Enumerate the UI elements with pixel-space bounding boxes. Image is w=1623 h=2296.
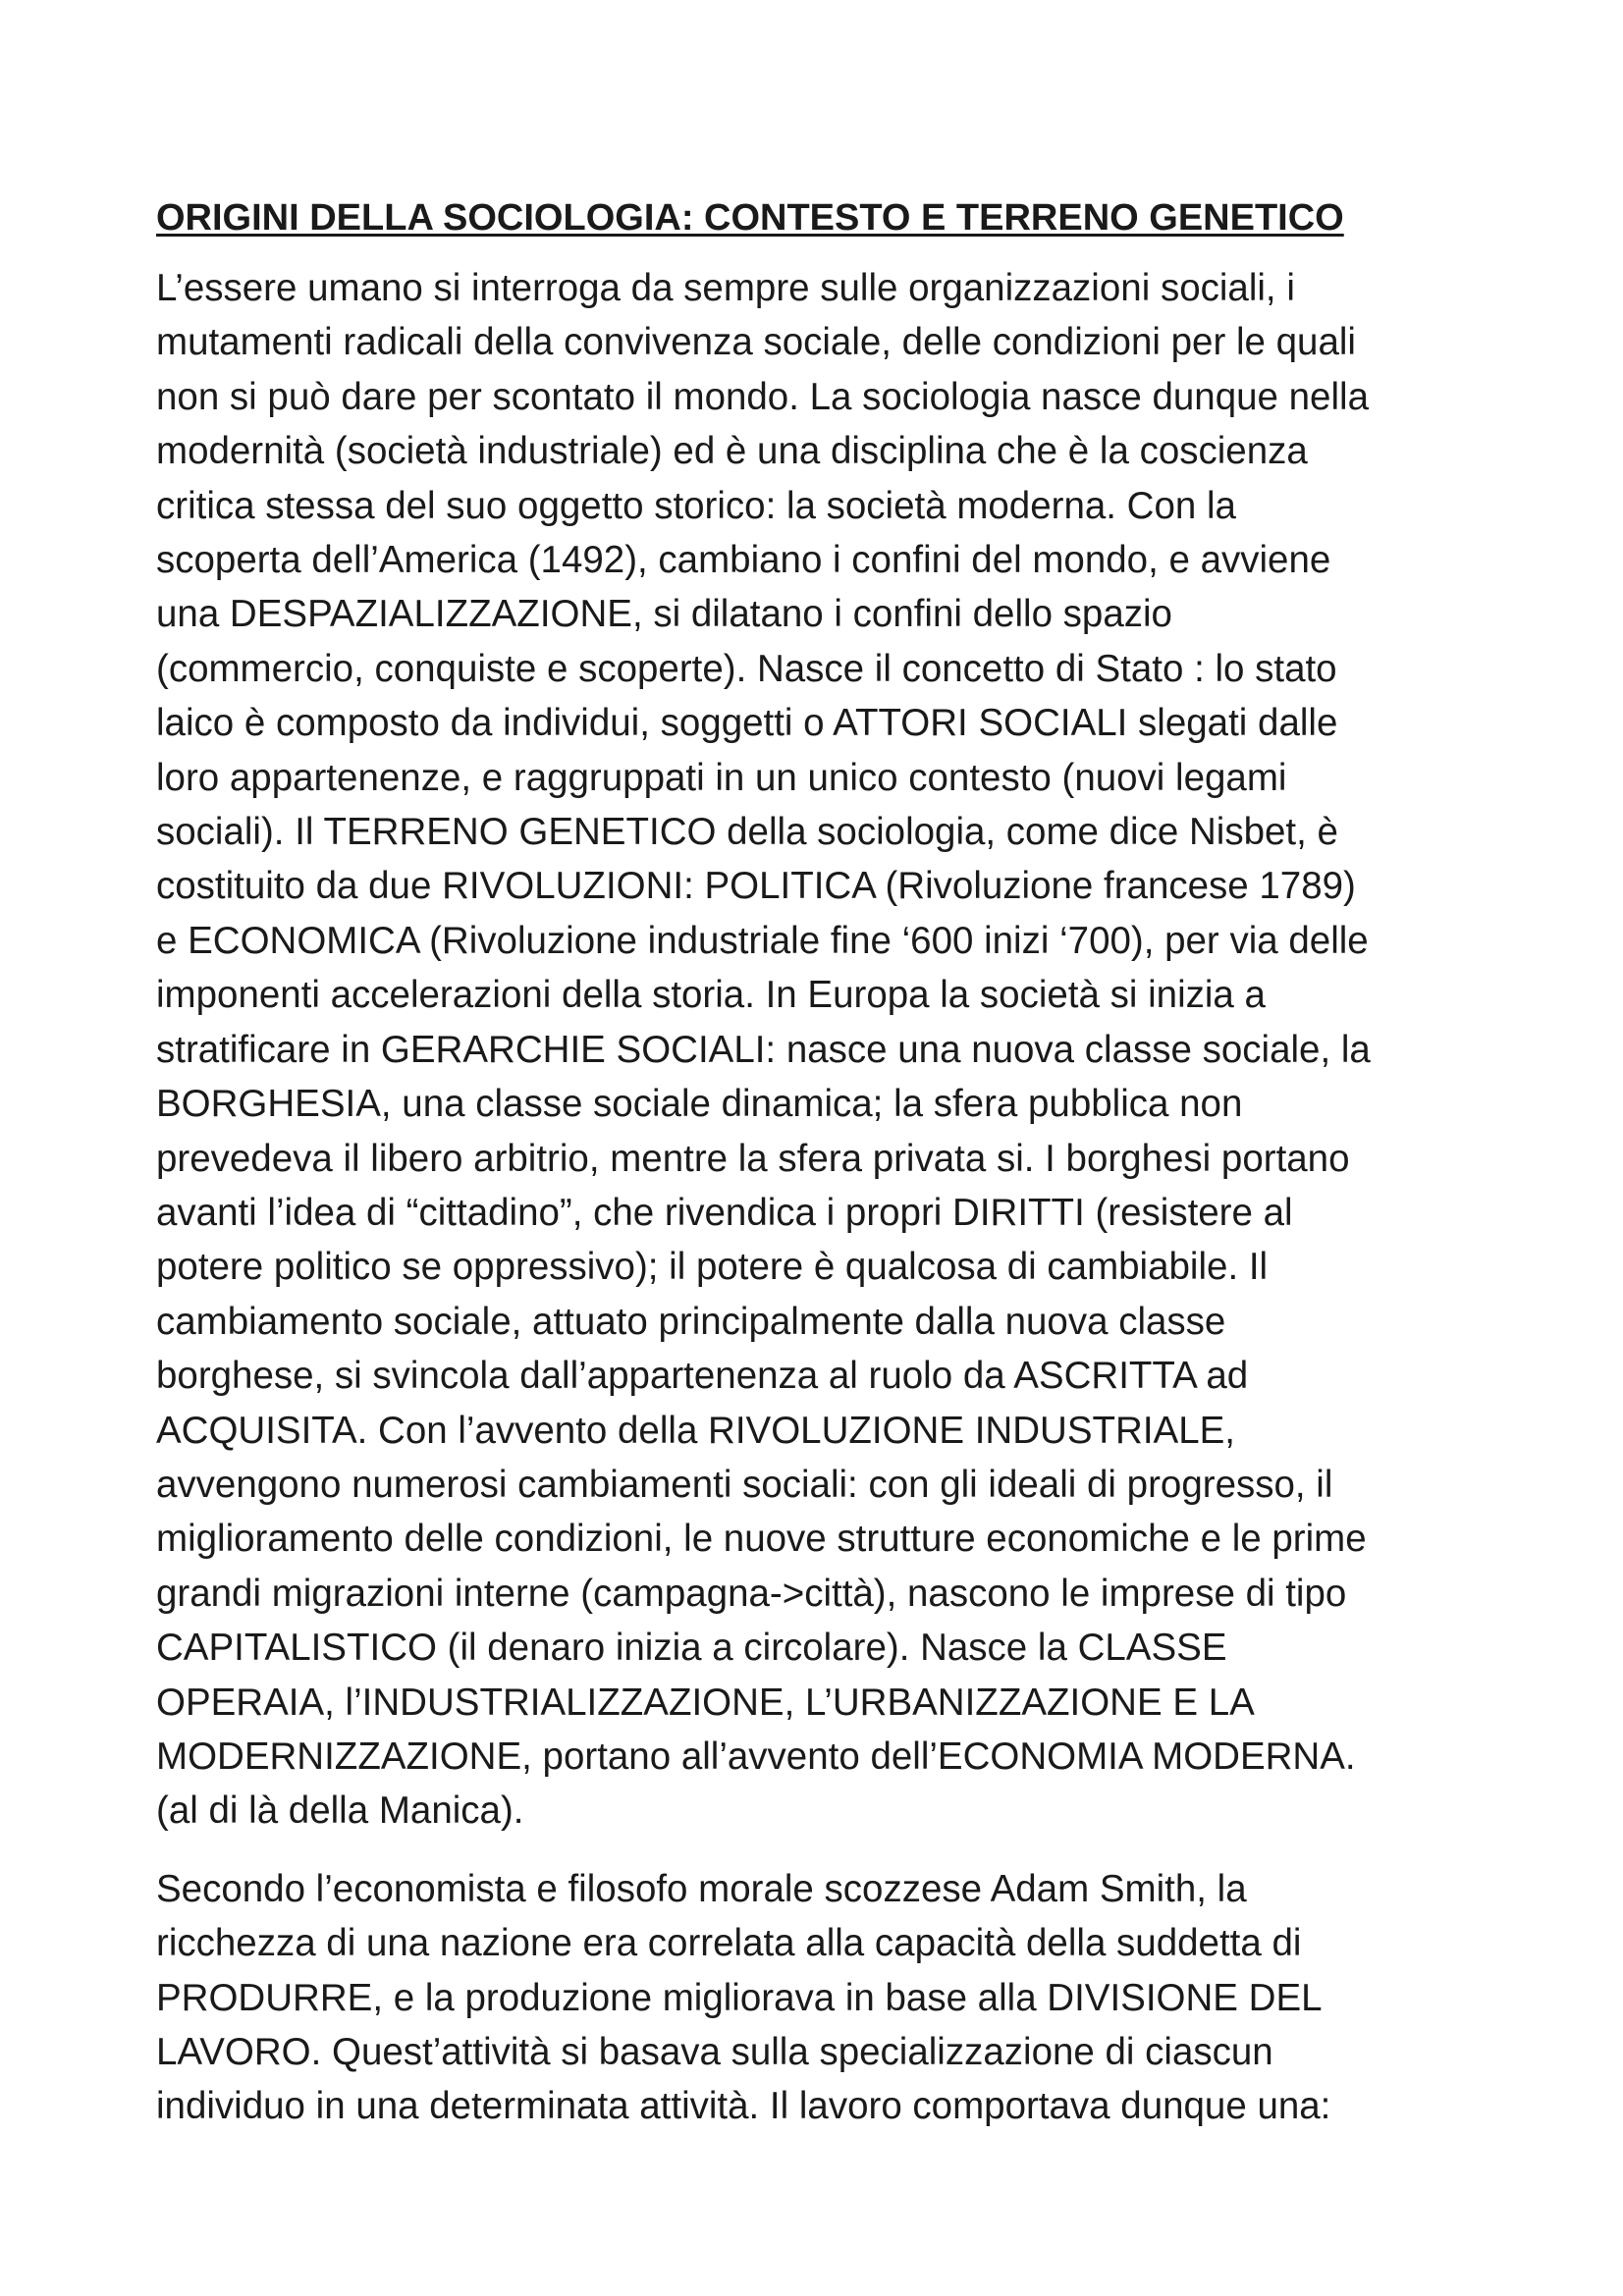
- paragraph-line: sociali). Il TERRENO GENETICO della sociologia, come dice Nisbet, è: [156, 811, 1338, 854]
- paragraph-line: avanti l’idea di “cittadino”, che rivendica i propri DIRITTI (resistere al: [156, 1191, 1293, 1234]
- paragraph-line: non si può dare per scontato il mondo. La sociologia nasce dunque nella: [156, 375, 1369, 418]
- paragraph-line: MODERNIZZAZIONE, portano all’avvento dell’ECONOMIA MODERNA.: [156, 1735, 1356, 1778]
- paragraph-line: costituito da due RIVOLUZIONI: POLITICA (Rivoluzione francese 1789): [156, 865, 1356, 908]
- paragraph-line: ricchezza di una nazione era correlata alla capacità della suddetta di: [156, 1922, 1302, 1965]
- paragraph-line: laico è composto da individui, soggetti o ATTORI SOCIALI slegati dalle: [156, 702, 1338, 745]
- paragraph-line: Secondo l’economista e filosofo morale scozzese Adam Smith, la: [156, 1867, 1247, 1910]
- paragraph-line: una DESPAZIALIZZAZIONE, si dilatano i confini dello spazio: [156, 593, 1172, 636]
- paragraph-line: grandi migrazioni interne (campagna->città), nascono le imprese di tipo: [156, 1572, 1347, 1615]
- body-paragraph: [156, 1862, 1482, 2134]
- paragraph-line: mutamenti radicali della convivenza sociale, delle condizioni per le quali: [156, 321, 1356, 364]
- paragraph-line: imponenti accelerazioni della storia. In Europa la società si inizia a: [156, 974, 1266, 1017]
- paragraph-line: cambiamento sociale, attuato principalmente dalla nuova classe: [156, 1300, 1226, 1343]
- paragraph-line: avvengono numerosi cambiamenti sociali: con gli ideali di progresso, il: [156, 1463, 1333, 1506]
- paragraph-line: ACQUISITA. Con l’avvento della RIVOLUZIONE INDUSTRIALE,: [156, 1409, 1235, 1452]
- paragraph-line: prevedeva il libero arbitrio, mentre la sfera privata si. I borghesi portano: [156, 1137, 1350, 1180]
- paragraph-line: L’essere umano si interroga da sempre sulle organizzazioni sociali, i: [156, 267, 1295, 309]
- paragraph-line: stratificare in GERARCHIE SOCIALI: nasce una nuova classe sociale, la: [156, 1028, 1371, 1071]
- paragraph-line: scoperta dell’America (1492), cambiano i confini del mondo, e avviene: [156, 539, 1331, 582]
- paragraph-line: (commercio, conquiste e scoperte). Nasce il concetto di Stato : lo stato: [156, 647, 1337, 690]
- paragraph-line: critica stessa del suo oggetto storico: la società moderna. Con la: [156, 484, 1236, 527]
- paragraph-line: LAVORO. Quest’attività si basava sulla specializzazione di ciascun: [156, 2031, 1273, 2073]
- paragraph-line: e ECONOMICA (Rivoluzione industriale fine ‘600 inizi ‘700), per via delle: [156, 919, 1369, 962]
- document-content: [156, 192, 1482, 2134]
- paragraph-line: modernità (società industriale) ed è una disciplina che è la coscienza: [156, 430, 1308, 473]
- document-title: ORIGINI DELLA SOCIOLOGIA: CONTESTO E TERRENO GENETICO: [156, 197, 1344, 239]
- paragraphs-container: [156, 261, 1482, 2134]
- paragraph-line: individuo in una determinata attività. Il lavoro comportava dunque una:: [156, 2085, 1331, 2128]
- paragraph-line: loro appartenenze, e raggruppati in un unico contesto (nuovi legami: [156, 756, 1287, 799]
- paragraph-line: miglioramento delle condizioni, le nuove strutture economiche e le prime: [156, 1518, 1367, 1561]
- paragraph-line: (al di là della Manica).: [156, 1789, 524, 1833]
- paragraph-line: potere politico se oppressivo); il potere è qualcosa di cambiabile. Il: [156, 1246, 1269, 1289]
- paragraph-line: CAPITALISTICO (il denaro inizia a circolare). Nasce la CLASSE: [156, 1627, 1227, 1670]
- paragraph-line: OPERAIA, l’INDUSTRIALIZZAZIONE, L’URBANIZZAZIONE E LA: [156, 1681, 1255, 1724]
- paragraph-line: PRODURRE, e la produzione migliorava in base alla DIVISIONE DEL: [156, 1976, 1323, 2019]
- body-paragraph: [156, 261, 1482, 1839]
- paragraph-line: borghese, si svincola dall’appartenenza al ruolo da ASCRITTA ad: [156, 1355, 1249, 1398]
- paragraph-line: BORGHESIA, una classe sociale dinamica; la sfera pubblica non: [156, 1083, 1243, 1126]
